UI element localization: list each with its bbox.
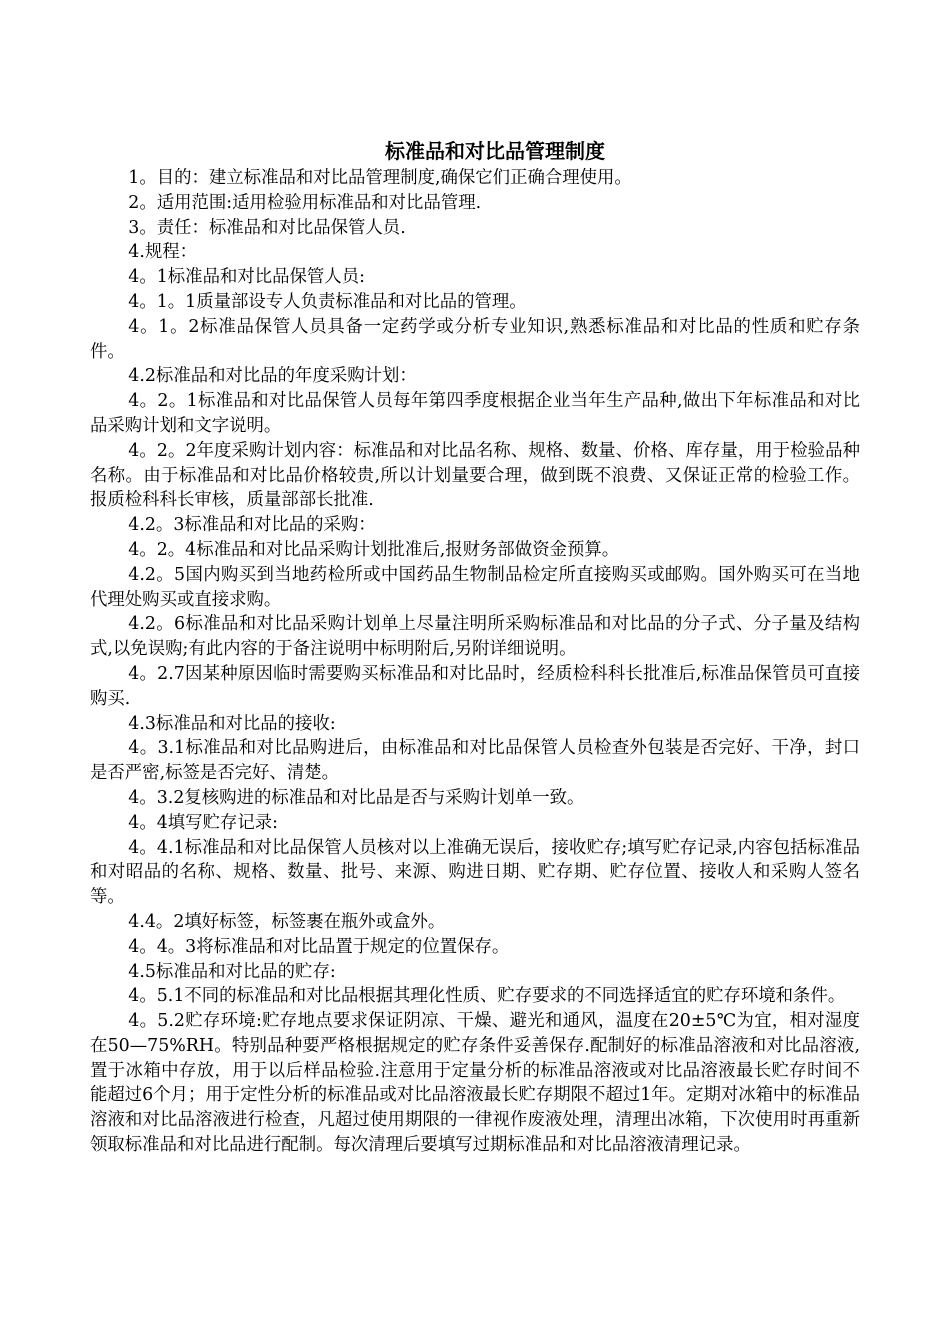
paragraph-4-2: 4.2标准品和对比品的年度采购计划： — [128, 366, 417, 387]
paragraph-scope: 2。适用范围:适用检验用标准品和对比品管理. — [128, 192, 482, 213]
paragraph-4-3: 4.3标准品和对比品的接收: — [128, 713, 336, 734]
paragraph-purpose: 1。目的：建立标准品和对比品管理制度,确保它们正确合理使用。 — [128, 168, 632, 188]
paragraph-4-4-2: 4.4。2填好标签，标签裹在瓶外或盒外。 — [128, 911, 446, 932]
paragraph-responsibility: 3。责任：标准品和对比品保管人员. — [128, 217, 406, 238]
paragraph-4-3-2: 4。3.2复核购进的标准品和对比品是否与采购计划单一致。 — [128, 787, 585, 808]
paragraph-4-2-5: 4.2。5国内购买到当地药检所或中国药品生物制品检定所直接购买或邮购。国外购买可在当地代理处购买或直接求购。 — [90, 564, 860, 610]
document-page — [90, 132, 860, 1158]
paragraph-4-2-3: 4.2。3标准品和对比品的采购： — [128, 515, 376, 536]
paragraph-4-1-1: 4。1。1质量部设专人负责标准品和对比品的管理。 — [128, 291, 527, 312]
paragraph-4-5-2: 4。5.2贮存环境:贮存地点要求保证阴凉、干燥、避光和通风，温度在20±5℃为宜，相对湿度在50—75%RH。特别品种要严格根据规定的贮存条件妥善保存.配制好的标准品溶液和对比品溶液,置于冰箱中存放，用于以后样品检验.注意用于定量分析的标准品溶液或对比品溶液最长贮存时间不能超过6个月；用于定性分析的标准品或对比品溶液最长贮存期限不超过1年。定期对冰箱中的标准品溶液和对比品溶液进行检查，凡超过使用期限的一律视作废液处理，清理出冰箱，下次使用时再重新领取标准品和对比品进行配制。每次清理后要填写过期标准品和对比品溶液清理记录。 — [90, 1011, 860, 1156]
paragraph-4-2-1: 4。2。1标准品和对比品保管人员每年第四季度根据企业当年生产品种,做出下年标准品和对比品采购计划和文字说明。 — [90, 391, 860, 436]
paragraph-4-5-1: 4。5.1不同的标准品和对比品根据其理化性质、贮存要求的不同选择适宜的贮存环境和条件。 — [128, 986, 846, 1007]
paragraph-4-4-3: 4。4。3将标准品和对比品置于规定的位置保存。 — [128, 936, 510, 957]
paragraph-4-5: 4.5标准品和对比品的贮存: — [128, 961, 336, 982]
paragraph-4-4: 4。4填写贮存记录: — [128, 812, 278, 833]
paragraph-4-2-2: 4。2。2年度采购计划内容：标准品和对比品名称、规格、数量、价格、库存量，用于检验品种名称。由于标准品和对比品价格较贵,所以计划量要合理，做到既不浪费、又保证正常的检验工作。报质检科科长审核，质量部部长批准. — [90, 440, 860, 511]
paragraph-4-2-7: 4。2.7因某种原因临时需要购买标准品和对比品时，经质检科科长批准后,标准品保管员可直接购买. — [90, 663, 860, 709]
paragraph-4-3-1: 4。3.1标准品和对比品购进后，由标准品和对比品保管人员检查外包装是否完好、干净，封口是否严密,标签是否完好、清楚。 — [90, 738, 860, 784]
paragraph-4-4-1: 4。4.1标准品和对比品保管人员核对以上准确无误后，接收贮存;填写贮存记录,内容包括标准品和对昭品的名称、规格、数量、批号、来源、购进日期、贮存期、贮存位置、接收人和采购人签名等。 — [90, 837, 860, 908]
paragraph-procedure-heading: 4.规程： — [128, 242, 198, 263]
paragraph-4-2-6: 4.2。6标准品和对比品采购计划单上尽量注明所采购标准品和对比品的分子式、分子量及结构式,以免误购;有此内容的于备注说明中标明附后,另附详细说明。 — [90, 614, 860, 660]
paragraph-4-2-4: 4。2。4标准品和对比品采购计划批准后,报财务部做资金预算。 — [128, 539, 620, 560]
paragraph-4-1-2: 4。1。2标准品保管人员具备一定药学或分析专业知识,熟悉标准品和对比品的性质和贮存条件。 — [90, 316, 860, 362]
document-title: 标准品和对比品管理制度 — [385, 139, 605, 163]
paragraph-4-1: 4。1标准品和对比品保管人员: — [128, 267, 365, 288]
